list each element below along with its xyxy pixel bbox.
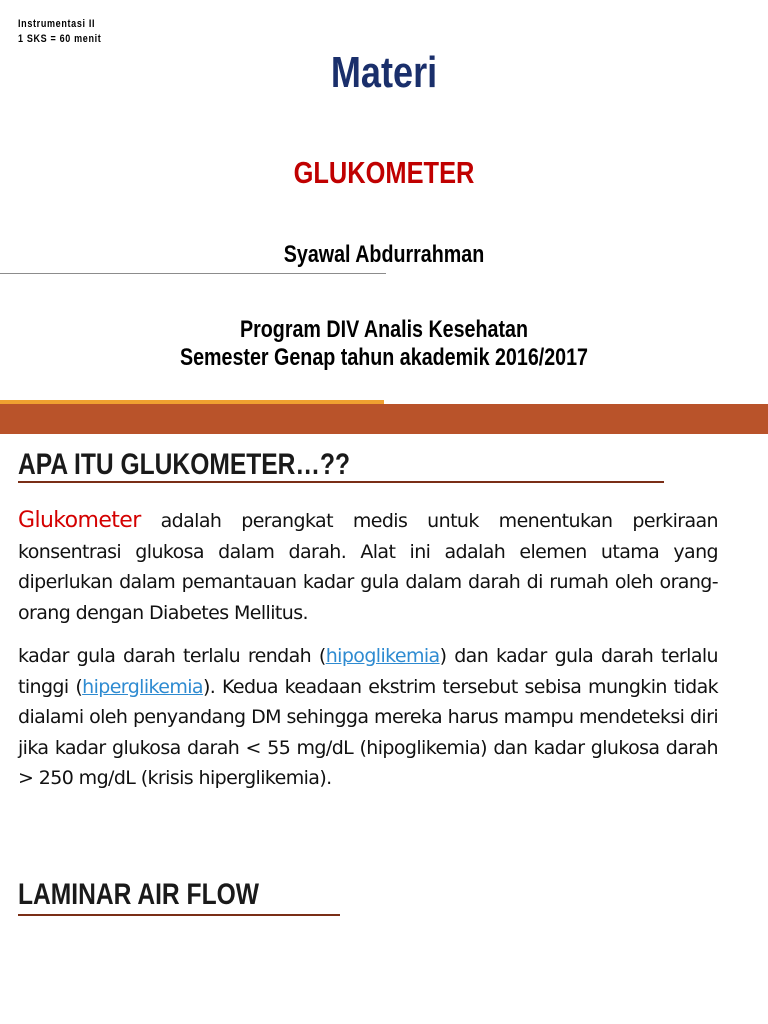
definition-text: adalah perangkat medis untuk menentukan perkiraan konsentrasi glukosa dalam darah. Alat ini adalah elemen utama yang diperlukan dalam pemantauan kadar gula dalam darah di rumah oleh orang-orang dengan Diabetes Mellitus. (18, 510, 718, 624)
topic-title: GLUKOMETER (293, 155, 475, 190)
section-heading-glukometer: APA ITU GLUKOMETER…?? (18, 448, 351, 481)
semester-line: Semester Genap tahun akademik 2016/2017 (179, 344, 589, 371)
program-info (69, 316, 699, 372)
hipoglikemia-link[interactable]: hipoglikemia (325, 645, 440, 667)
section-heading-underline (18, 914, 340, 916)
course-credits: 1 SKS = 60 menit (18, 33, 102, 45)
author-divider (0, 273, 386, 274)
page-title: Materi (330, 48, 438, 97)
section-heading-laminar: LAMINAR AIR FLOW (18, 878, 259, 911)
program-line: Program DIV Analis Kesehatan (239, 316, 528, 343)
glucose-levels-paragraph (18, 641, 718, 794)
text-segment: ). Kedua keadaan ekstrim tersebut sebisa mungkin tidak dialami oleh penyandang DM sehingga mereka harus mampu mendeteksi diri jika kadar glukosa darah < 55 mg/dL (hipoglikemia) dan kadar glukosa darah > 250 mg/dL (krisis hiperglikemia). (18, 675, 719, 789)
author-name: Syawal Abdurrahman (283, 241, 485, 268)
text-segment: kadar gula darah terlalu rendah ( (18, 645, 326, 667)
term-glukometer: Glukometer (18, 508, 141, 533)
definition-paragraph (18, 506, 718, 628)
course-name: Instrumentasi II (18, 18, 96, 30)
text-segment: ) dan kadar gula darah terlalu tinggi ( (18, 645, 718, 698)
section-band (0, 404, 768, 434)
section-heading-underline (18, 481, 664, 483)
course-note (18, 17, 101, 47)
hiperglikemia-link[interactable]: hiperglikemia (82, 675, 203, 698)
